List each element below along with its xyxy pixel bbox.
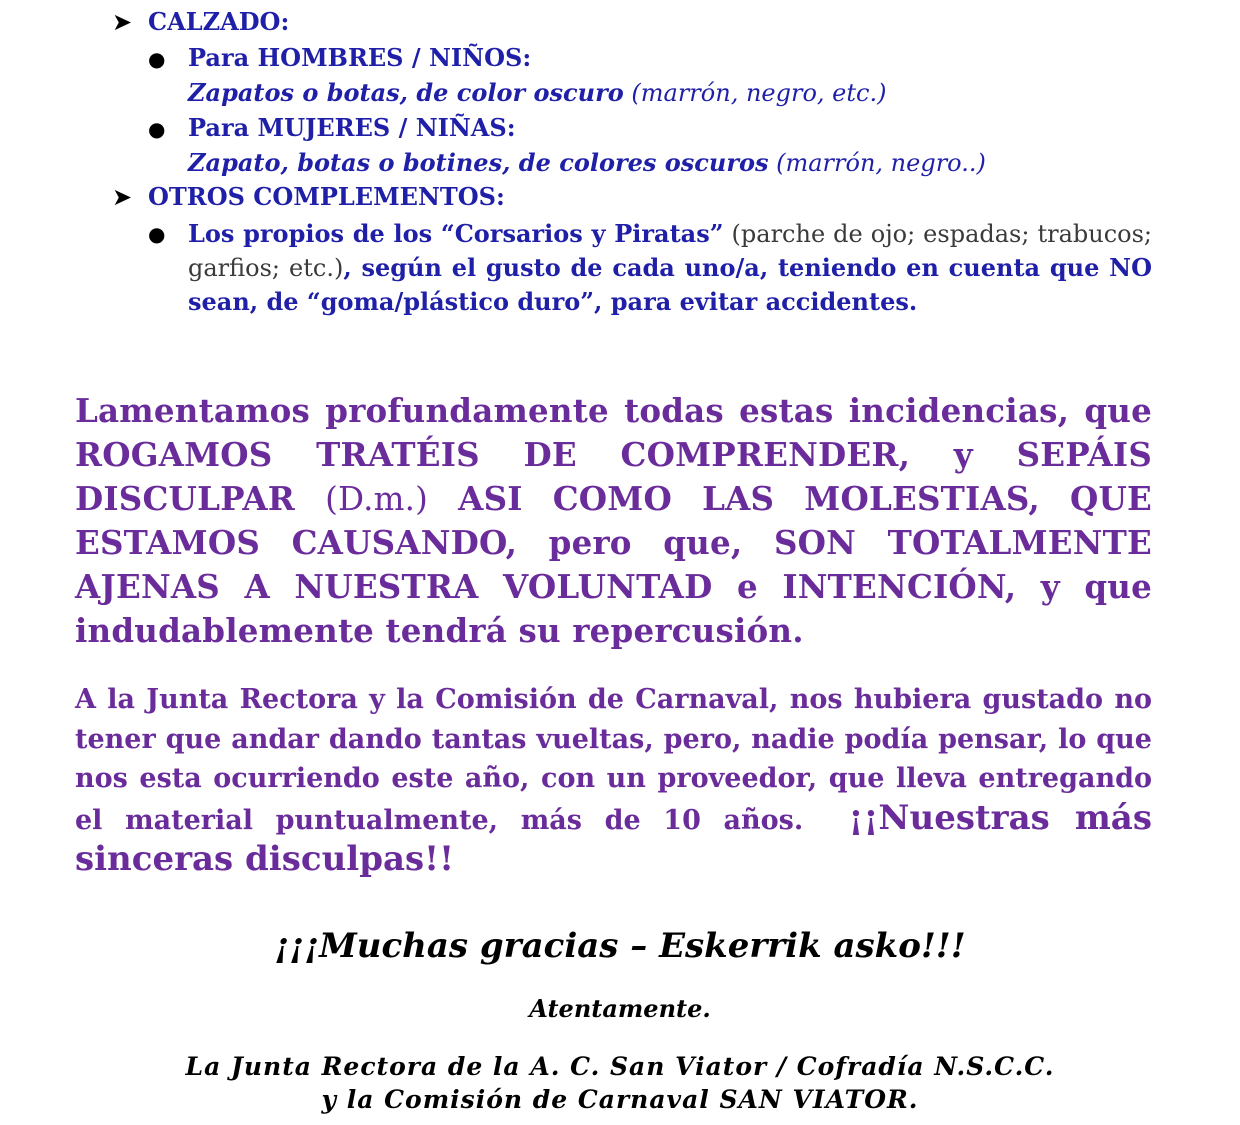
thanks-line: ¡¡¡Muchas gracias – Eskerrik asko!!!: [274, 926, 966, 966]
item-lead: Los propios de los “Corsarios y Piratas”: [188, 219, 724, 248]
paragraph-text: A la Junta Rectora y la Comisión de Carnaval, nos hubiera gustado no tener que andar dando tantas vueltas, pero, nadie podía pensar, lo que nos esta ocurriendo este año, con un proveedor, que lleva entregando el material puntualmente, más de 10 años.: [75, 684, 1152, 836]
explanation-paragraph: [75, 680, 1152, 882]
dot-bullet-icon: ●: [148, 117, 166, 141]
apology-paragraph: [75, 389, 1152, 653]
item-rest: , según el gusto de cada uno/a, teniendo en cuenta que NO sean, de “goma/plástico duro”, para evitar accidentes.: [188, 253, 1152, 316]
paragraph-text: Lamentamos profundamente todas estas incidencias, que ROGAMOS TRATÉIS DE COMPRENDER, y SEPÁIS DISCULPAR: [75, 391, 1152, 518]
apology-exclamation: ¡¡Nuestras más sinceras disculpas!!: [75, 797, 1152, 879]
signature-block: [0, 1050, 1240, 1116]
arrow-bullet-icon: ➤: [112, 8, 133, 36]
dot-bullet-icon: ●: [148, 47, 166, 71]
item-note: (marrón, negro, etc.): [631, 79, 887, 107]
item-label: Para MUJERES / NIÑAS:: [188, 113, 516, 142]
paragraph-dm: (D.m.): [325, 480, 429, 518]
section-title: OTROS COMPLEMENTOS:: [148, 182, 505, 211]
arrow-bullet-icon: ➤: [112, 183, 133, 211]
signature-line-1: La Junta Rectora de la A. C. San Viator / Cofradía N.S.C.C.: [185, 1052, 1055, 1081]
section-otros-heading: [112, 180, 505, 214]
list-item-mujeres: [148, 111, 516, 146]
list-item-otros: [148, 217, 1152, 319]
paragraph-text-continued: ASI COMO LAS MOLESTIAS, QUE ESTAMOS CAUSANDO, pero que, SON TOTALMENTE AJENAS A NUESTRA VOLUNTAD e INTENCIÓN, y que indudablemente tendrá su repercusión.: [75, 479, 1153, 650]
item-desc: Zapatos o botas, de color oscuro: [188, 78, 624, 107]
item-description-mujeres: [188, 146, 986, 180]
dot-bullet-icon: ●: [148, 222, 166, 246]
item-label: Para HOMBRES / NIÑOS:: [188, 43, 532, 72]
section-calzado-heading: [112, 5, 289, 39]
item-note: (parche de ojo; espadas; trabucos; garfios; etc.): [188, 220, 1152, 282]
item-text: [188, 217, 1152, 319]
list-item-hombres: [148, 41, 531, 76]
signature-line-2: y la Comisión de Carnaval SAN VIATOR.: [321, 1085, 919, 1114]
item-description-hombres: [188, 76, 886, 110]
section-title: CALZADO:: [148, 7, 290, 36]
atentamente-line: Atentamente.: [529, 994, 711, 1023]
item-note: (marrón, negro..): [776, 149, 986, 177]
item-desc: Zapato, botas o botines, de colores oscuros: [188, 148, 769, 177]
